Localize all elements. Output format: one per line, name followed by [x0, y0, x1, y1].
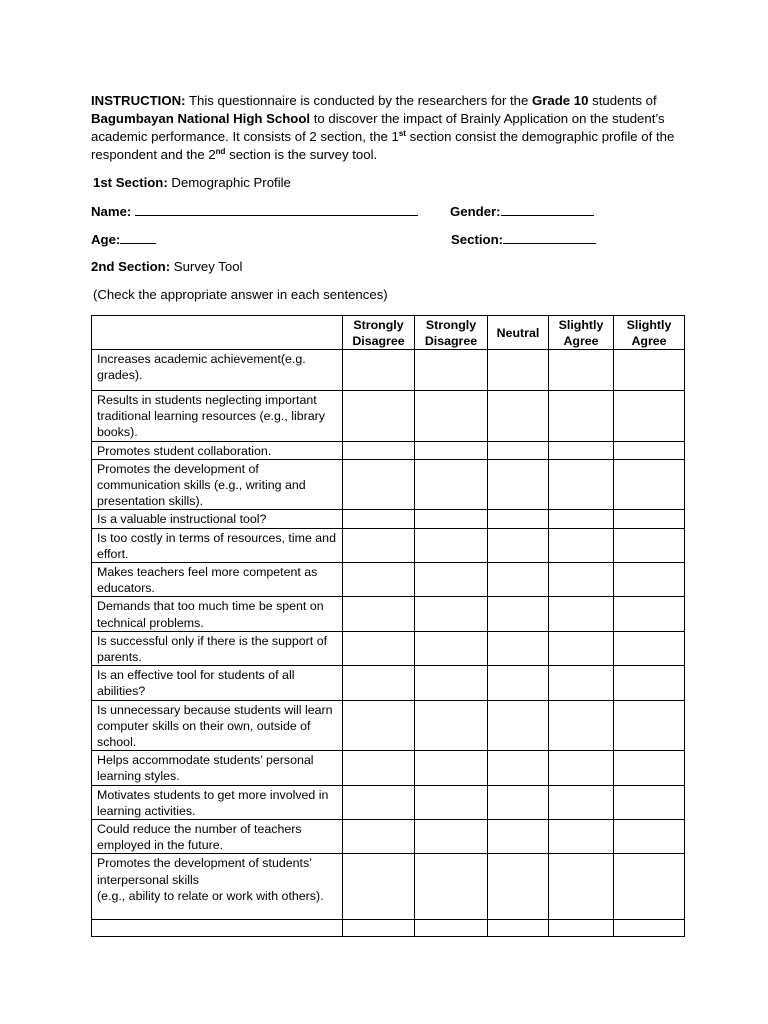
- name-blank[interactable]: [135, 203, 418, 216]
- gender-label: Gender:: [450, 204, 501, 219]
- table-row: [92, 391, 685, 442]
- table-row: [92, 666, 685, 700]
- section-label: Section:: [451, 232, 504, 247]
- table-row: [92, 820, 685, 854]
- answer-cell-strongly-disagree-1[interactable]: [343, 820, 415, 854]
- survey-body: [92, 350, 685, 937]
- answer-cell-neutral[interactable]: [488, 854, 549, 920]
- table-row: [92, 920, 685, 937]
- statement-cell: [92, 631, 343, 665]
- statement-text: Is unnecessary because students will learn computer skills on their own, outside of school.: [97, 702, 333, 750]
- statement-cell: [92, 528, 343, 562]
- statement-text: Motivates students to get more involved in learning activities.: [97, 787, 329, 818]
- table-row: [92, 751, 685, 785]
- instruction-text-3: to discover the impact of Brainly Application on the student’s academic performance. It consists of 2 section, the 1: [91, 111, 665, 144]
- answer-cell-strongly-disagree-1[interactable]: [343, 854, 415, 920]
- statement-cell: [92, 441, 343, 459]
- answer-cell-neutral[interactable]: [488, 441, 549, 459]
- survey-header-row: [92, 316, 685, 350]
- instruction-text-1: This questionnaire is conducted by the researchers for the: [185, 93, 533, 108]
- header-slightly-agree-1: Slightly Agree: [549, 316, 614, 350]
- statement-cell: [92, 666, 343, 700]
- instruction-school: Bagumbayan National High School: [91, 111, 311, 126]
- answer-cell-neutral[interactable]: [488, 597, 549, 631]
- table-row: [92, 350, 685, 391]
- answer-cell-slightly-agree-2[interactable]: [614, 528, 685, 562]
- header-statement: [92, 316, 343, 350]
- section2-title: Survey Tool: [170, 259, 243, 274]
- statement-cell: [92, 459, 343, 510]
- answer-cell-slightly-agree-2[interactable]: [614, 631, 685, 665]
- instruction-text-4: section consist the demographic profile of the respondent and the 2: [91, 129, 675, 162]
- answer-cell-strongly-disagree-1[interactable]: [343, 510, 415, 528]
- answer-cell-neutral[interactable]: [488, 700, 549, 751]
- statement-cell: [92, 510, 343, 528]
- answer-cell-slightly-agree-2[interactable]: [614, 597, 685, 631]
- answer-cell-slightly-agree-2[interactable]: [614, 854, 685, 920]
- header-neutral: Neutral: [488, 316, 549, 350]
- answer-cell-slightly-agree-2[interactable]: [614, 510, 685, 528]
- answer-cell-neutral[interactable]: [488, 820, 549, 854]
- table-row: [92, 441, 685, 459]
- statement-cell: [92, 854, 343, 920]
- answer-cell-strongly-disagree-2[interactable]: [415, 441, 488, 459]
- table-row: [92, 631, 685, 665]
- section-blank[interactable]: [503, 231, 596, 244]
- answer-cell-strongly-disagree-2[interactable]: [415, 563, 488, 597]
- answer-cell-strongly-disagree-1[interactable]: [343, 666, 415, 700]
- gender-field: [450, 203, 594, 219]
- answer-cell-strongly-disagree-2[interactable]: [415, 666, 488, 700]
- statement-cell: [92, 597, 343, 631]
- answer-cell-slightly-agree-1[interactable]: [549, 854, 614, 920]
- answer-cell-neutral[interactable]: [488, 391, 549, 442]
- section1-heading: [93, 175, 291, 190]
- answer-cell-slightly-agree-1[interactable]: [549, 350, 614, 391]
- answer-cell-slightly-agree-2[interactable]: [614, 391, 685, 442]
- statement-text: Results in students neglecting important traditional learning resources (e.g., library books).: [97, 393, 325, 440]
- name-label: Name:: [91, 204, 132, 219]
- table-row: [92, 510, 685, 528]
- answer-cell-neutral[interactable]: [488, 631, 549, 665]
- name-field: [91, 203, 418, 219]
- answer-cell-neutral[interactable]: [488, 563, 549, 597]
- instruction-text-2: students of: [588, 93, 657, 108]
- header-strongly-disagree-1: Strongly Disagree: [343, 316, 415, 350]
- statement-text: Promotes student collaboration.: [97, 443, 272, 458]
- section1-title: Demographic Profile: [167, 175, 291, 190]
- answer-cell-strongly-disagree-1[interactable]: [343, 563, 415, 597]
- answer-cell-slightly-agree-1[interactable]: [549, 666, 614, 700]
- answer-cell-strongly-disagree-1[interactable]: [343, 751, 415, 785]
- answer-cell-neutral[interactable]: [488, 528, 549, 562]
- statement-text: Is a valuable instructional tool?: [97, 512, 267, 527]
- answer-cell-slightly-agree-1[interactable]: [549, 920, 614, 937]
- answer-cell-strongly-disagree-2[interactable]: [415, 597, 488, 631]
- answer-cell-slightly-agree-1[interactable]: [549, 459, 614, 510]
- answer-cell-neutral[interactable]: [488, 785, 549, 819]
- answer-cell-slightly-agree-2[interactable]: [614, 563, 685, 597]
- answer-cell-neutral[interactable]: [488, 510, 549, 528]
- header-strongly-disagree-2: Strongly Disagree: [415, 316, 488, 350]
- statement-cell: [92, 751, 343, 785]
- answer-cell-strongly-disagree-2[interactable]: [415, 459, 488, 510]
- answer-cell-strongly-disagree-2[interactable]: [415, 854, 488, 920]
- answer-cell-slightly-agree-1[interactable]: [549, 751, 614, 785]
- answer-cell-slightly-agree-2[interactable]: [614, 666, 685, 700]
- header-slightly-agree-2: Slightly Agree: [614, 316, 685, 350]
- answer-cell-slightly-agree-1[interactable]: [549, 563, 614, 597]
- answer-cell-neutral[interactable]: [488, 751, 549, 785]
- answer-cell-slightly-agree-2[interactable]: [614, 459, 685, 510]
- statement-text: Is an effective tool for students of all abilities?: [97, 668, 295, 699]
- answer-cell-strongly-disagree-2[interactable]: [415, 510, 488, 528]
- statement-text: Is successful only if there is the support of parents.: [97, 633, 328, 665]
- statement-cell: [92, 820, 343, 854]
- survey-note: (Check the appropriate answer in each sentences): [93, 287, 388, 302]
- answer-cell-strongly-disagree-2[interactable]: [415, 391, 488, 442]
- answer-cell-strongly-disagree-2[interactable]: [415, 920, 488, 937]
- table-row: [92, 700, 685, 751]
- gender-blank[interactable]: [501, 203, 594, 216]
- statement-cell: [92, 350, 343, 391]
- answer-cell-slightly-agree-2[interactable]: [614, 785, 685, 819]
- answer-cell-strongly-disagree-1[interactable]: [343, 350, 415, 391]
- answer-cell-strongly-disagree-1[interactable]: [343, 631, 415, 665]
- instruction-text-5: section is the survey tool.: [225, 147, 378, 162]
- answer-cell-slightly-agree-1[interactable]: [549, 528, 614, 562]
- answer-cell-slightly-agree-1[interactable]: [549, 391, 614, 442]
- answer-cell-slightly-agree-2[interactable]: [614, 820, 685, 854]
- age-blank[interactable]: [120, 231, 156, 244]
- statement-cell: [92, 391, 343, 442]
- statement-text: Promotes the development of communication skills (e.g., writing and presentation skills).: [97, 461, 306, 509]
- answer-cell-strongly-disagree-1[interactable]: [343, 700, 415, 751]
- answer-cell-slightly-agree-1[interactable]: [549, 820, 614, 854]
- instruction-grade: Grade 10: [532, 93, 589, 108]
- table-row: [92, 528, 685, 562]
- table-row: [92, 597, 685, 631]
- table-row: [92, 785, 685, 819]
- answer-cell-neutral[interactable]: [488, 666, 549, 700]
- instruction-paragraph: [91, 92, 687, 164]
- answer-cell-neutral[interactable]: [488, 459, 549, 510]
- instruction-sup-nd: nd: [215, 147, 226, 156]
- statement-cell: [92, 700, 343, 751]
- answer-cell-strongly-disagree-1[interactable]: [343, 528, 415, 562]
- answer-cell-strongly-disagree-2[interactable]: [415, 820, 488, 854]
- table-row: [92, 459, 685, 510]
- statement-text: Promotes the development of students’ interpersonal skills (e.g., ability to relate or work with others).: [97, 856, 324, 903]
- answer-cell-strongly-disagree-1[interactable]: [343, 920, 415, 937]
- statement-text: Is too costly in terms of resources, time and effort.: [97, 530, 336, 561]
- answer-cell-strongly-disagree-1[interactable]: [343, 459, 415, 510]
- answer-cell-slightly-agree-1[interactable]: [549, 785, 614, 819]
- answer-cell-slightly-agree-1[interactable]: [549, 597, 614, 631]
- age-field: [91, 231, 156, 247]
- statement-cell: [92, 563, 343, 597]
- statement-text: Could reduce the number of teachers employed in the future.: [97, 822, 302, 853]
- section1-label: 1st Section:: [93, 175, 168, 190]
- answer-cell-neutral[interactable]: [488, 920, 549, 937]
- instruction-label: INSTRUCTION:: [91, 93, 186, 108]
- answer-cell-slightly-agree-2[interactable]: [614, 350, 685, 391]
- statement-text: Increases academic achievement(e.g. grades).: [97, 352, 306, 383]
- answer-cell-strongly-disagree-2[interactable]: [415, 528, 488, 562]
- answer-cell-strongly-disagree-2[interactable]: [415, 785, 488, 819]
- answer-cell-strongly-disagree-1[interactable]: [343, 785, 415, 819]
- answer-cell-slightly-agree-1[interactable]: [549, 441, 614, 459]
- answer-cell-neutral[interactable]: [488, 350, 549, 391]
- answer-cell-strongly-disagree-2[interactable]: [415, 751, 488, 785]
- answer-cell-strongly-disagree-1[interactable]: [343, 391, 415, 442]
- statement-text: Demands that too much time be spent on technical problems.: [97, 599, 324, 630]
- answer-cell-slightly-agree-1[interactable]: [549, 700, 614, 751]
- answer-cell-strongly-disagree-1[interactable]: [343, 441, 415, 459]
- answer-cell-slightly-agree-2[interactable]: [614, 700, 685, 751]
- table-row: [92, 854, 685, 920]
- section2-heading: [91, 259, 242, 274]
- answer-cell-strongly-disagree-1[interactable]: [343, 597, 415, 631]
- answer-cell-strongly-disagree-2[interactable]: [415, 700, 488, 751]
- statement-cell: [92, 785, 343, 819]
- instruction-sup-st: st: [398, 129, 406, 138]
- statement-text: Makes teachers feel more competent as educators.: [97, 565, 318, 596]
- age-label: Age:: [91, 232, 121, 247]
- section-field: [451, 231, 596, 247]
- answer-cell-strongly-disagree-2[interactable]: [415, 350, 488, 391]
- answer-cell-strongly-disagree-2[interactable]: [415, 631, 488, 665]
- answer-cell-slightly-agree-2[interactable]: [614, 751, 685, 785]
- answer-cell-slightly-agree-2[interactable]: [614, 920, 685, 937]
- answer-cell-slightly-agree-2[interactable]: [614, 441, 685, 459]
- section2-label: 2nd Section:: [91, 259, 171, 274]
- statement-text: Helps accommodate students’ personal learning styles.: [97, 753, 314, 784]
- questionnaire-page: [91, 92, 687, 903]
- table-row: [92, 563, 685, 597]
- answer-cell-slightly-agree-1[interactable]: [549, 631, 614, 665]
- survey-table: [91, 315, 685, 937]
- answer-cell-slightly-agree-1[interactable]: [549, 510, 614, 528]
- statement-cell: [92, 920, 343, 937]
